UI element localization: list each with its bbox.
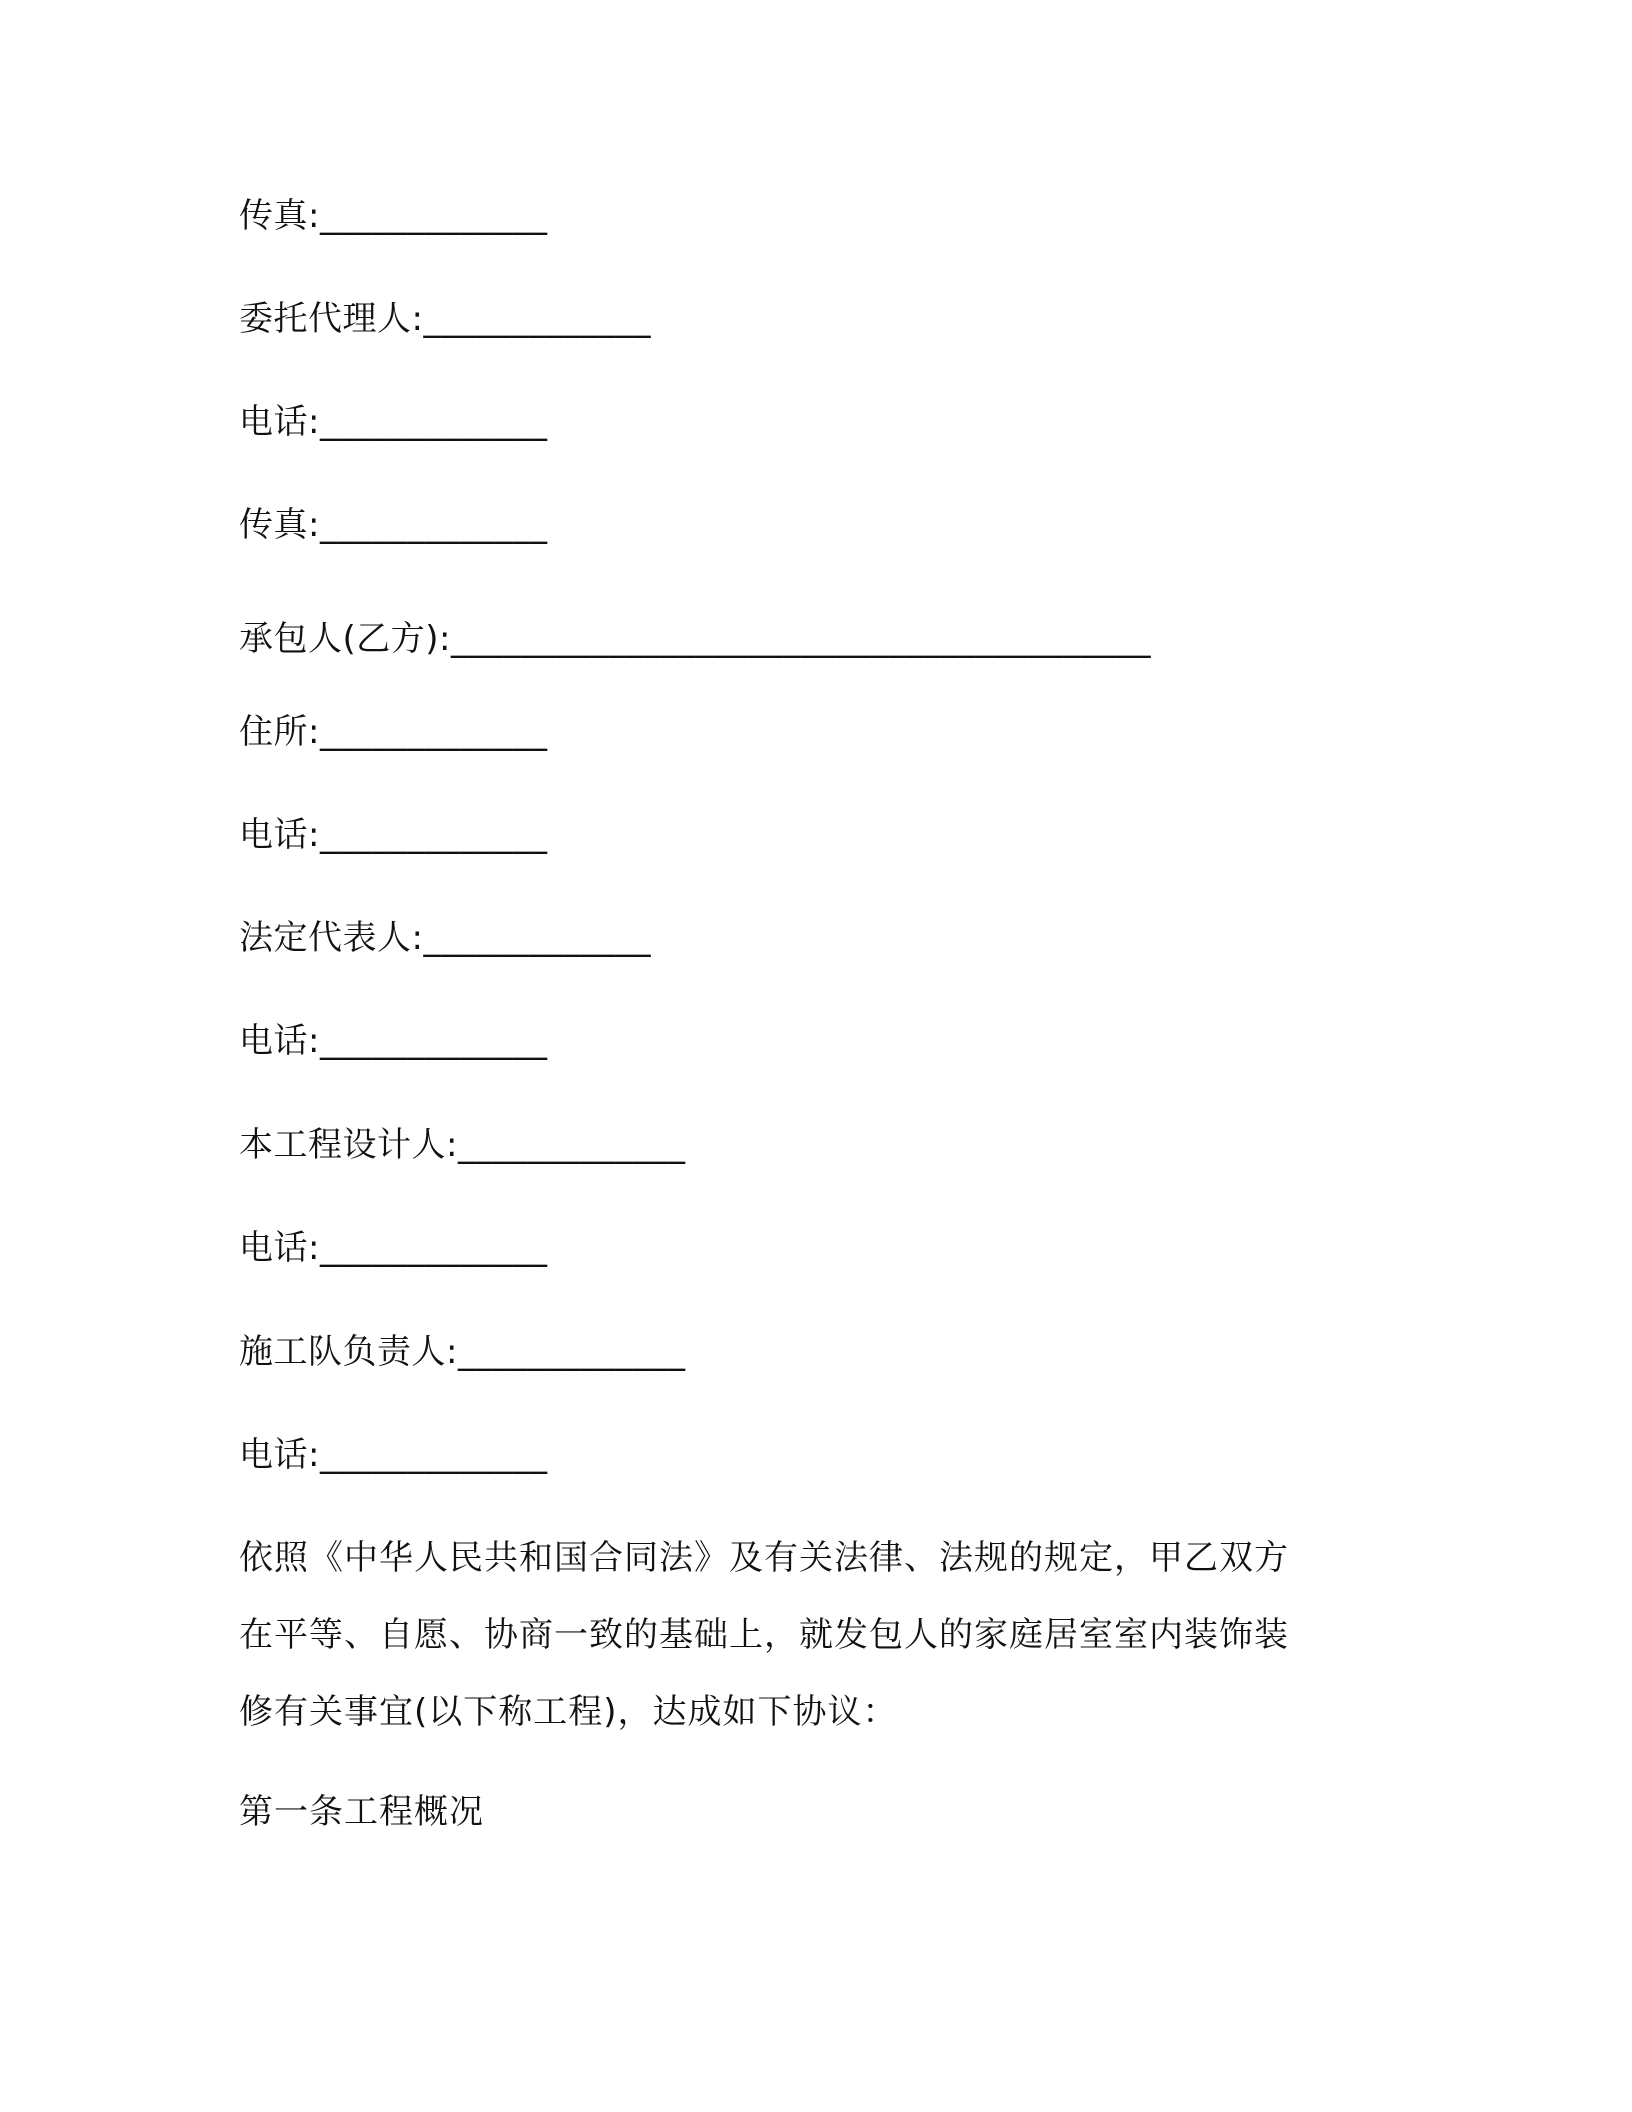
phone-field-1: 电话:_____________ [239,402,548,442]
paragraph-line: 在平等、自愿、协商一致的基础上，就发包人的家庭居室室内装饰装 [239,1615,1289,1655]
address-field: 住所:_____________ [239,712,548,752]
phone-field-5: 电话:_____________ [239,1435,548,1475]
contractor-field: 承包人(乙方):________________________________________ [239,619,1151,659]
agreement-paragraph [239,1520,1359,1751]
phone-field-3: 电话:_____________ [239,1021,548,1061]
fax-field-1: 传真:_____________ [239,196,548,236]
fax-field-2: 传真:_____________ [239,505,548,545]
agent-field: 委托代理人:_____________ [239,299,651,339]
construction-leader-field: 施工队负责人:_____________ [239,1332,686,1372]
section-heading: 第一条工程概况 [239,1792,484,1832]
phone-field-4: 电话:_____________ [239,1228,548,1268]
phone-field-2: 电话:_____________ [239,815,548,855]
paragraph-line: 修有关事宜(以下称工程)，达成如下协议： [239,1692,898,1732]
paragraph-line: 依照《中华人民共和国合同法》及有关法律、法规的规定，甲乙双方 [239,1538,1289,1578]
designer-field: 本工程设计人:_____________ [239,1125,686,1165]
legal-representative-field: 法定代表人:_____________ [239,918,651,958]
